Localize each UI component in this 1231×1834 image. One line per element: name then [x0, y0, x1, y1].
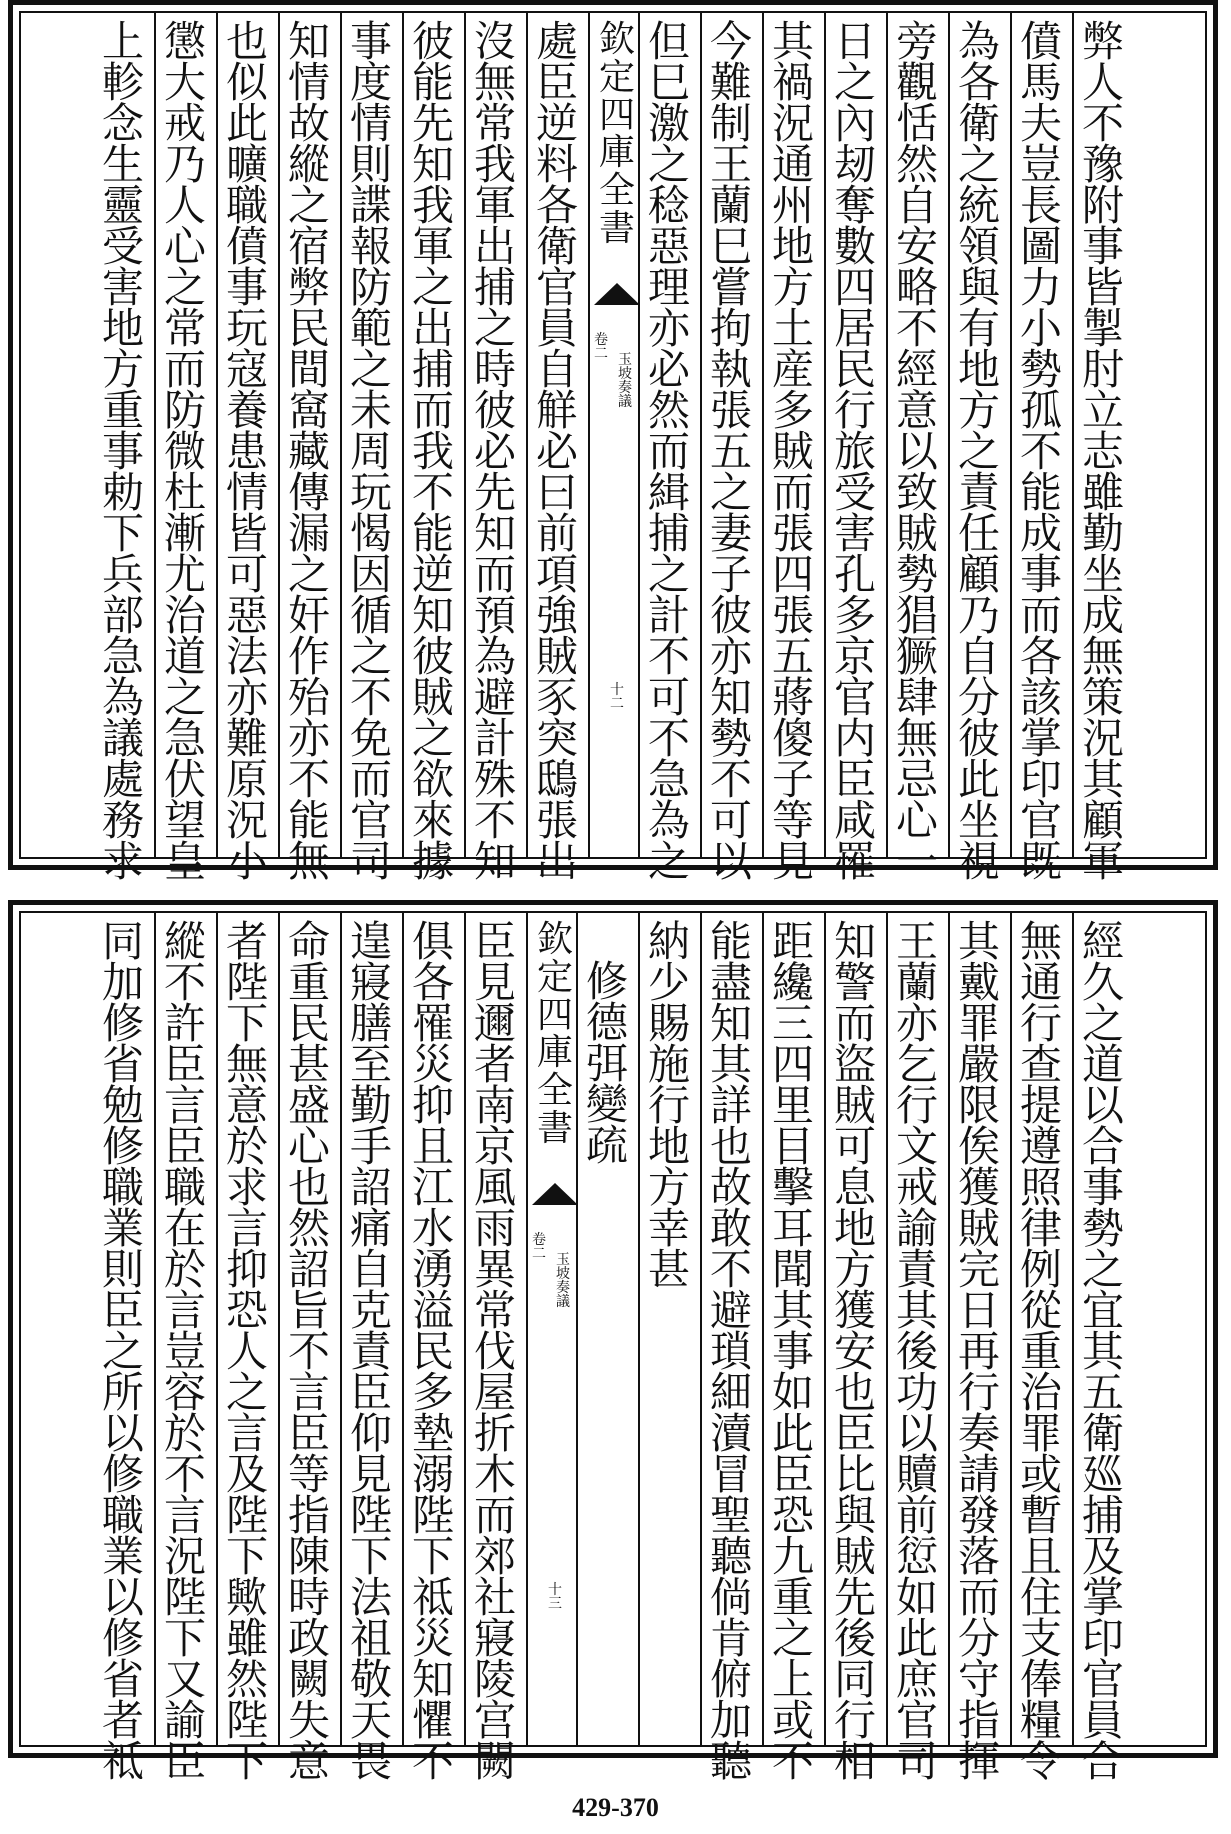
column-rule [588, 13, 590, 857]
bottom-text-column: 距 纔 三 四 里 目 擊 耳 聞 其 事 如 此 臣 恐 九 重 之 上 或 不 [771, 917, 814, 1786]
column-rule [526, 913, 528, 1745]
bottom-label-title: 欽 定 四 庫 全 書 [536, 919, 573, 1149]
top-text-column: 今 難 制 王 蘭 巳 嘗 拘 執 張 五 之 妻 子 彼 亦 知 勢 不 可 以 [709, 17, 752, 886]
top-text-column: 懲 大 戒 乃 人 心 之 常 而 防 微 杜 漸 尤 治 道 之 急 伏 望 皇 [163, 17, 206, 886]
top-text-column: 事 度 情 則 諜 報 防 範 之 未 周 玩 愒 因 循 之 不 免 而 官 司 [349, 17, 392, 886]
column-rule [526, 13, 528, 857]
top-text-column: 彼 能 先 知 我 軍 之 出 捕 而 我 不 能 逆 知 彼 賊 之 欲 來 據 [411, 17, 454, 886]
column-rule [1072, 13, 1074, 857]
bottom-text-column: 王 蘭 亦 乞 行 文 戒 諭 責 其 後 功 以 贖 前 愆 如 此 庶 官 司 [895, 917, 938, 1786]
page-number: 429-370 [572, 1793, 659, 1822]
column-rule [278, 13, 280, 857]
column-rule [340, 913, 342, 1745]
column-rule [464, 13, 466, 857]
top-label-book: 玉 坡 奏 議 [618, 352, 632, 410]
bottom-label-volume: 卷 二 [532, 1232, 546, 1262]
column-rule [464, 913, 466, 1745]
fishtail-mark [532, 1183, 578, 1205]
bottom-text-column: 者 陛 下 無 意 於 求 言 抑 恐 人 之 言 及 陛 下 歟 雖 然 陛 下 [225, 917, 268, 1786]
column-rule [1072, 913, 1074, 1745]
bottom-label-page: 十 三 [548, 1582, 562, 1612]
top-text-column: 知 情 故 縱 之 宿 弊 民 間 窩 藏 傳 漏 之 奸 作 殆 亦 不 能 無 [287, 17, 330, 886]
bottom-text-column: 無 通 行 查 提 遵 照 律 例 從 重 治 罪 或 暫 且 住 支 俸 糧 令 [1019, 917, 1062, 1786]
column-rule [1010, 13, 1012, 857]
bottom-text-column: 遑 寢 膳 至 勤 手 詔 痛 自 克 責 臣 仰 見 陛 下 法 祖 敬 天 畏 [349, 917, 392, 1786]
top-text-column: 日 之 內 刼 奪 數 四 居 民 行 旅 受 害 孔 多 京 官 内 臣 咸 罹 [833, 17, 876, 886]
column-rule [278, 913, 280, 1745]
column-rule [154, 13, 156, 857]
top-label-volume: 卷 二 [594, 332, 608, 362]
top-text-column: 處 臣 逆 料 各 衛 官 員 自 觧 必 曰 前 項 強 賊 豕 突 鴟 張 出 [535, 17, 578, 886]
bottom-text-column: 臣 見 邇 者 南 京 風 雨 異 常 伐 屋 折 木 而 郊 社 寢 陵 宫 闕 [473, 917, 516, 1786]
bottom-page-panel [8, 900, 1218, 1786]
top-text-column: 弊 人 不 豫 附 事 皆 掣 肘 立 志 雖 勤 坐 成 無 策 況 其 顧 軍 [1081, 17, 1124, 886]
column-rule [700, 13, 702, 857]
column-rule [1010, 913, 1012, 1745]
column-rule [762, 13, 764, 857]
column-rule [886, 13, 888, 857]
top-text-column: 旁 觀 恬 然 自 安 略 不 經 意 以 致 賊 勢 猖 獗 肆 無 忌 心 一 [895, 17, 938, 886]
bottom-text-column: 經 久 之 道 以 合 事 勢 之 宜 其 五 衛 廵 捕 及 掌 印 官 員 合 [1081, 917, 1124, 1786]
column-rule [576, 913, 578, 1745]
bottom-label-book: 玉 坡 奏 議 [556, 1252, 570, 1310]
bottom-label-column [526, 913, 576, 1745]
bottom-text-column: 俱 各 罹 災 抑 且 江 水 湧 溢 民 多 墊 溺 陛 下 祗 災 知 懼 不 [411, 917, 454, 1786]
bottom-text-column: 納 少 賜 施 行 地 方 幸 甚 [647, 917, 690, 1294]
top-label-column [588, 13, 638, 857]
bottom-text-column: 能 盡 知 其 詳 也 故 敢 不 避 瑣 細 瀆 冒 聖 聽 倘 肯 俯 加 聽 [709, 917, 752, 1786]
column-rule [216, 13, 218, 857]
bottom-text-column: 知 警 而 盜 賊 可 息 地 方 獲 安 也 臣 比 與 賊 先 後 同 行 相 [833, 917, 876, 1786]
column-rule [948, 913, 950, 1745]
top-text-column: 上 軫 念 生 靈 受 害 地 方 重 事 勅 下 兵 部 急 為 議 處 務 求 [101, 17, 144, 886]
bottom-text-column: 同 加 修 省 勉 修 職 業 則 臣 之 所 以 修 職 業 以 修 省 者 祗 [101, 917, 144, 1786]
fishtail-mark [594, 283, 640, 305]
column-rule [638, 13, 640, 857]
column-rule [700, 913, 702, 1745]
top-text-column: 但 巳 激 之 稔 惡 理 亦 必 然 而 緝 捕 之 計 不 可 不 急 為 之 [647, 17, 690, 886]
column-rule [340, 13, 342, 857]
column-rule [154, 913, 156, 1745]
column-rule [824, 13, 826, 857]
top-text-column: 其 禍 況 通 州 地 方 土 産 多 賊 而 張 四 張 五 蔣 傻 子 等 見 [771, 17, 814, 886]
column-rule [762, 913, 764, 1745]
bottom-page-frame [19, 911, 1207, 1786]
top-text-column: 為 各 衛 之 統 領 與 有 地 方 之 責 任 顧 乃 自 分 彼 此 坐 視 [957, 17, 1000, 886]
bottom-text-column: 修 德 弭 變 疏 [585, 957, 628, 1170]
bottom-text-column: 其 戴 罪 嚴 限 俟 獲 賊 完 日 再 行 奏 請 發 落 而 分 守 指 揮 [957, 917, 1000, 1786]
top-text-column: 僨 馬 夫 豈 長 圖 力 小 勢 孤 不 能 成 事 而 各 該 掌 印 官 既 [1019, 17, 1062, 886]
bottom-text-column: 縱 不 許 臣 言 臣 職 在 於 言 豈 容 於 不 言 況 陛 下 又 諭 臣 [163, 917, 206, 1786]
column-rule [824, 913, 826, 1745]
top-page-panel [8, 0, 1218, 886]
column-rule [638, 913, 640, 1745]
top-label-page: 十 二 [610, 682, 624, 712]
column-rule [402, 913, 404, 1745]
bottom-text-column: 命 重 民 甚 盛 心 也 然 詔 旨 不 言 臣 等 指 陳 時 政 闕 失 意 [287, 917, 330, 1786]
top-text-column: 也 似 此 曠 職 僨 事 玩 寇 養 患 情 皆 可 惡 法 亦 難 原 況 小 [225, 17, 268, 886]
top-label-title: 欽 定 四 庫 全 書 [598, 19, 635, 249]
top-text-column: 沒 無 常 我 軍 出 捕 之 時 彼 必 先 知 而 預 為 避 計 殊 不 知 [473, 17, 516, 886]
column-rule [886, 913, 888, 1745]
top-page-frame [19, 11, 1207, 886]
column-rule [948, 13, 950, 857]
column-rule [402, 13, 404, 857]
column-rule [216, 913, 218, 1745]
